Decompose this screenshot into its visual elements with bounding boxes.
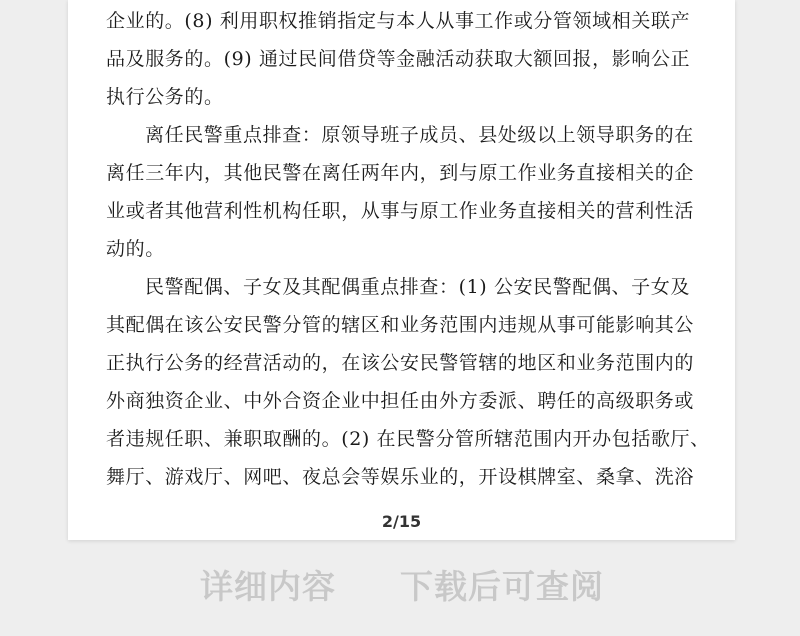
footer-banner [0, 561, 800, 611]
text-line: 舞厅、游戏厅、网吧、夜总会等娱乐业的，开设棋牌室、桑拿、洗浴 [106, 466, 695, 488]
page-number: 2/15 [381, 512, 422, 531]
text-line: 动的。 [106, 238, 165, 260]
paragraph-start-line: 民警配偶、子女及其配偶重点排查：(1) 公安民警配偶、子女及 [145, 276, 690, 298]
text-line: 其配偶在该公安民警分管的辖区和业务范围内违规从事可能影响其公 [106, 314, 695, 336]
text-line: 离任三年内，其他民警在离任两年内，到与原工作业务直接相关的企 [106, 162, 695, 184]
text-line: 者违规任职、兼职取酬的。(2) 在民警分管所辖范围内开办包括歌厅、 [106, 428, 710, 450]
text-line: 外商独资企业、中外合资企业中担任由外方委派、聘任的高级职务或 [106, 390, 695, 412]
text-line: 企业的。(8) 利用职权推销指定与本人从事工作或分管领域相关联产 [106, 10, 691, 32]
text-line: 品及服务的。(9) 通过民间借贷等金融活动获取大额回报，影响公正 [106, 48, 691, 70]
document-body [106, 2, 710, 496]
text-line: 执行公务的。 [106, 86, 224, 108]
document-page [68, 0, 735, 540]
paragraph-start-line: 离任民警重点排查：原领导班子成员、县处级以上领导职务的在 [145, 124, 694, 146]
text-line: 正执行公务的经营活动的，在该公安民警管辖的地区和业务范围内的 [106, 352, 695, 374]
details-label: 详细内容 [200, 567, 336, 606]
download-label: 下载后可查阅 [400, 567, 604, 606]
text-line: 业或者其他营利性机构任职，从事与原工作业务直接相关的营利性活 [106, 200, 695, 222]
